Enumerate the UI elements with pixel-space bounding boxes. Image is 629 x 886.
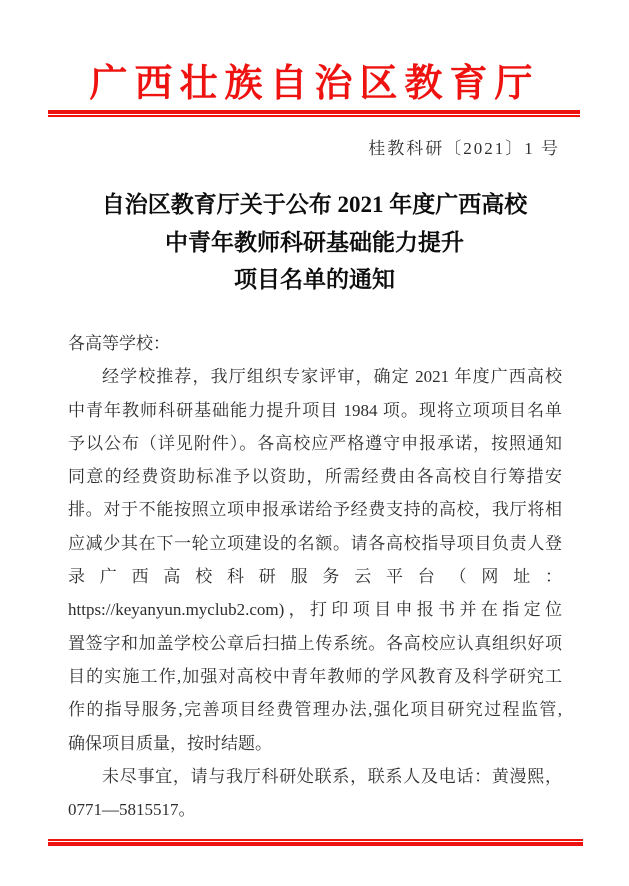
body-line-spread: 录广西高校科研服务云平台（网址：	[68, 567, 562, 587]
body-line: 应减少其在下一轮立项建设的名额。请各高校指导项目负责人登	[68, 533, 562, 553]
notice-body	[68, 327, 562, 826]
body-line: 同意的经费资助标准予以资助，所需经费由各高校自行筹措安	[68, 467, 562, 487]
title-line-3: 项目名单的通知	[234, 267, 395, 292]
header-rule-thin-bar	[48, 115, 580, 117]
body-line-phone: 0771—5815517。	[68, 800, 196, 820]
body-line: 排。对于不能按照立项申报承诺给予经费支持的高校，我厅将相	[68, 500, 562, 520]
body-line: 经学校推荐，我厅组织专家评审，确定 2021 年度广西高校	[102, 367, 562, 387]
document-number: 桂教科研〔2021〕1 号	[368, 139, 560, 158]
body-line-contact: 未尽事宜，请与我厅科研处联系，联系人及电话：黄漫熙，	[102, 766, 562, 786]
body-line: 予以公布（详见附件）。各高校应严格遵守申报承诺，按照通知	[68, 433, 562, 453]
body-line: 中青年教师科研基础能力提升项目 1984 项。现将立项项目名单	[68, 400, 562, 420]
salutation: 各高等学校：	[68, 334, 170, 353]
footer-red-rule	[48, 839, 583, 846]
body-line: 作的指导服务,完善项目经费管理办法,强化项目研究过程监管,	[68, 700, 562, 720]
footer-rule-thick-bar	[48, 842, 583, 846]
body-line: 目的实施工作,加强对高校中青年教师的学风教育及科学研究工	[68, 666, 562, 686]
notice-title	[40, 186, 589, 299]
body-line-url: https://keyanyun.myclub2.com)，打印项目申报书并在指定位	[68, 600, 562, 620]
title-line-1: 自治区教育厅关于公布 2021 年度广西高校	[101, 192, 528, 217]
header-red-rule	[48, 110, 580, 117]
agency-name: 广西壮族自治区教育厅	[89, 63, 540, 105]
body-line: 置签字和加盖学校公章后扫描上传系统。各高校应认真组织好项	[68, 633, 562, 653]
title-line-2: 中青年教师科研基础能力提升	[165, 229, 464, 255]
body-line: 确保项目质量，按时结题。	[68, 733, 272, 753]
